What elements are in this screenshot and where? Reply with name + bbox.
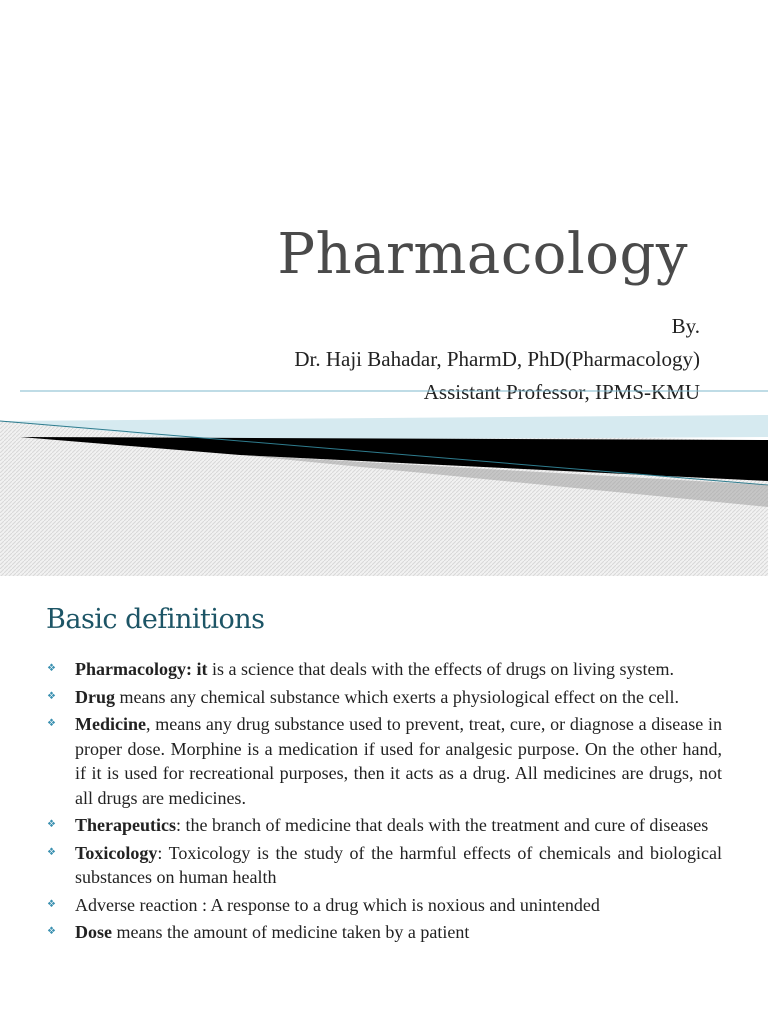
definition-term: Pharmacology: it [75, 659, 208, 679]
diamond-bullet-icon: ❖ [47, 926, 56, 937]
definition-text: is a science that deals with the effects of drugs on living system. [207, 659, 675, 679]
definition-term: Drug [75, 686, 115, 707]
definition-term: Dose [75, 922, 112, 942]
diamond-bullet-icon: ❖ [47, 819, 56, 830]
definition-text: : the branch of medicine that deals with the treatment and cure of diseases [176, 815, 709, 835]
definition-text: : Toxicology is the study of the harmful effects of chemicals and biological substances on human health [75, 842, 722, 887]
section-heading: Basic definitions [46, 604, 265, 635]
decorative-bands [0, 385, 768, 576]
by-line: By. [671, 314, 700, 338]
diamond-bullet-icon: ❖ [47, 898, 56, 910]
definition-term: Toxicology [75, 842, 158, 863]
definition-text: , means any drug substance used to prevent, treat, cure, or diagnose a disease in proper dose. Morphine is a medication if used for analgesic purpose. On the other hand, if it is used for recreational purposes, then it acts as a drug. All medicines are drugs, not all drugs are medicines. [75, 714, 722, 808]
definition-term: Medicine [75, 714, 146, 734]
list-item [46, 893, 722, 918]
diamond-bullet-icon: ❖ [47, 663, 56, 674]
author-position: Assistant Professor, IPMS-KMU [423, 380, 700, 404]
list-item [46, 712, 722, 810]
definition-text: means the amount of medicine taken by a patient [112, 922, 470, 942]
author-name: Dr. Haji Bahadar, PharmD, PhD(Pharmacology) [294, 347, 700, 371]
diamond-bullet-icon: ❖ [47, 846, 56, 858]
list-item [46, 685, 722, 710]
slide-title: Pharmacology [277, 222, 688, 287]
definition-text: means any chemical substance which exerts a physiological effect on the cell. [115, 686, 679, 707]
list-item [46, 841, 722, 890]
diamond-bullet-icon: ❖ [47, 690, 56, 702]
diamond-bullet-icon: ❖ [47, 718, 56, 729]
definition-text: Adverse reaction : A response to a drug which is noxious and unintended [75, 894, 600, 915]
list-item [46, 657, 722, 682]
definition-term: Therapeutics [75, 815, 176, 835]
list-item [46, 920, 722, 945]
definitions-list [46, 657, 722, 948]
list-item [46, 813, 722, 838]
